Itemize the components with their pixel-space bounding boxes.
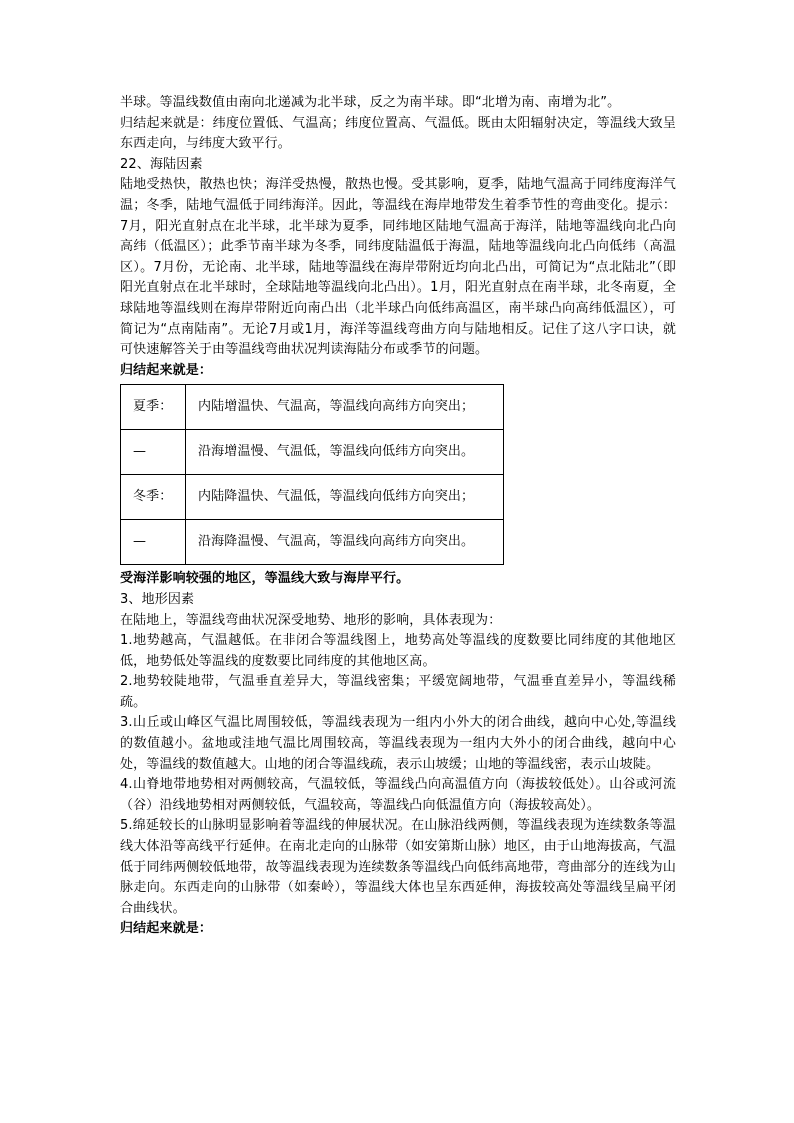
- paragraph-terrain-point-1: 1.地势越高，气温越低。在非闭合等温线图上，地势高处等温线的度数要比同纬度的其他地区低，地势低处等温线的度数要比同纬度的其他地区高。: [120, 633, 676, 669]
- paragraph-sea-land-explanation: 陆地受热快，散热也快；海洋受热慢，散热也慢。受其影响，夏季，陆地气温高于同纬度海洋气温；冬季，陆地气温低于同纬海洋。因此，等温线在海岸地带发生着季节性的弯曲变化。提示：7月，阳光直射点在北半球，北半球为夏季，同纬地区陆地气温高于海洋，陆地等温线向北凸向高纬（低温区）；此季节南半球为冬季，同纬度陆温低于海温，陆地等温线向北凸向低纬（高温区）。7月份，无论南、北半球，陆地等温线在海岸带附近均向北凸出，可简记为“点北陆北”（即阳光直射点在北半球时，全球陆地等温线向北凸出）。1月，阳光直射点在南半球，北冬南夏，全球陆地等温线则在海岸带附近向南凸出（北半球凸向低纬高温区，南半球凸向高纬低温区），可简记为“点南陆南”。无论7月或1月，海洋等温线弯曲方向与陆地相反。记住了这八字口诀，就可快速解答关于由等温线弯曲状况判读海陆分布或季节的问题。: [120, 177, 676, 358]
- section-heading-terrain: 3、地形因素: [120, 591, 195, 607]
- table-row: [121, 520, 504, 565]
- summary-heading-terrain: 归结起来就是：: [120, 921, 213, 937]
- paragraph-terrain-point-5: 5.绵延较长的山脉明显影响着等温线的伸展状况。在山脉沿线两侧，等温线表现为连续数条等温线大体沿等高线平行延伸。在南北走向的山脉带（如安第斯山脉）地区，由于山地海拔高，气温低于同纬两侧较低地带，故等温线表现为连续数条等温线凸向低纬高地带，弯曲部分的连线为山脉走向。东西走向的山脉带（如秦岭），等温线大体也呈东西延伸，海拔较高处等温线呈扁平闭合曲线状。: [120, 818, 676, 916]
- table-row: [121, 475, 504, 520]
- table-cell-season: 夏季：: [121, 385, 186, 430]
- paragraph-terrain-point-4: 4.山脊地带地势相对两侧较高，气温较低，等温线凸向高温值方向（海拔较低处）。山谷或河流（谷）沿线地势相对两侧较低，气温较高，等温线凸向低温值方向（海拔较高处）。: [120, 777, 676, 813]
- table-cell-season: —: [121, 520, 186, 565]
- ocean-influence-note: 受海洋影响较强的地区，等温线大致与海岸平行。: [120, 571, 410, 587]
- paragraph-hemisphere-rule: 半球。等温线数值由南向北递减为北半球，反之为南半球。即“北增为南、南增为北”。: [120, 95, 621, 110]
- table-cell-text: 内陆降温快、气温低，等温线向低纬方向突出；: [186, 475, 504, 520]
- section-heading-sea-land: 22、海陆因素: [120, 156, 203, 172]
- paragraph-terrain-point-3: 3.山丘或山峰区气温比周围较低，等温线表现为一组内小外大的闭合曲线，越向中心处,等温线的数值越小。盆地或洼地气温比周围较高，等温线表现为一组内大外小的闭合曲线，越向中心处，等温线的数值越大。山地的闭合等温线疏，表示山坡缓；山地的等温线密，表示山坡陡。: [120, 715, 676, 772]
- table-cell-text: 内陆增温快、气温高，等温线向高纬方向突出；: [186, 385, 504, 430]
- table-cell-text: 沿海增温慢、气温低，等温线向低纬方向突出。: [186, 430, 504, 475]
- paragraph-terrain-point-2: 2.地势较陡地带，气温垂直差异大，等温线密集；平缓宽阔地带，气温垂直差异小，等温线稀疏。: [120, 674, 676, 710]
- paragraph-latitude-summary: 归结起来就是：纬度位置低、气温高；纬度位置高、气温低。既由太阳辐射决定，等温线大致呈东西走向，与纬度大致平行。: [120, 115, 676, 152]
- table-row: [121, 430, 504, 475]
- table-cell-season: 冬季：: [121, 475, 186, 520]
- paragraph-terrain-intro: 在陆地上，等温线弯曲状况深受地势、地形的影响，具体表现为：: [120, 612, 502, 628]
- table-row: [121, 385, 504, 430]
- table-cell-season: —: [121, 430, 186, 475]
- document-page: [120, 93, 676, 940]
- table-cell-text: 沿海降温慢、气温高，等温线向高纬方向突出。: [186, 520, 504, 565]
- sea-land-summary-table: [120, 384, 504, 565]
- summary-heading-sea-land: 归结起来就是：: [120, 362, 213, 378]
